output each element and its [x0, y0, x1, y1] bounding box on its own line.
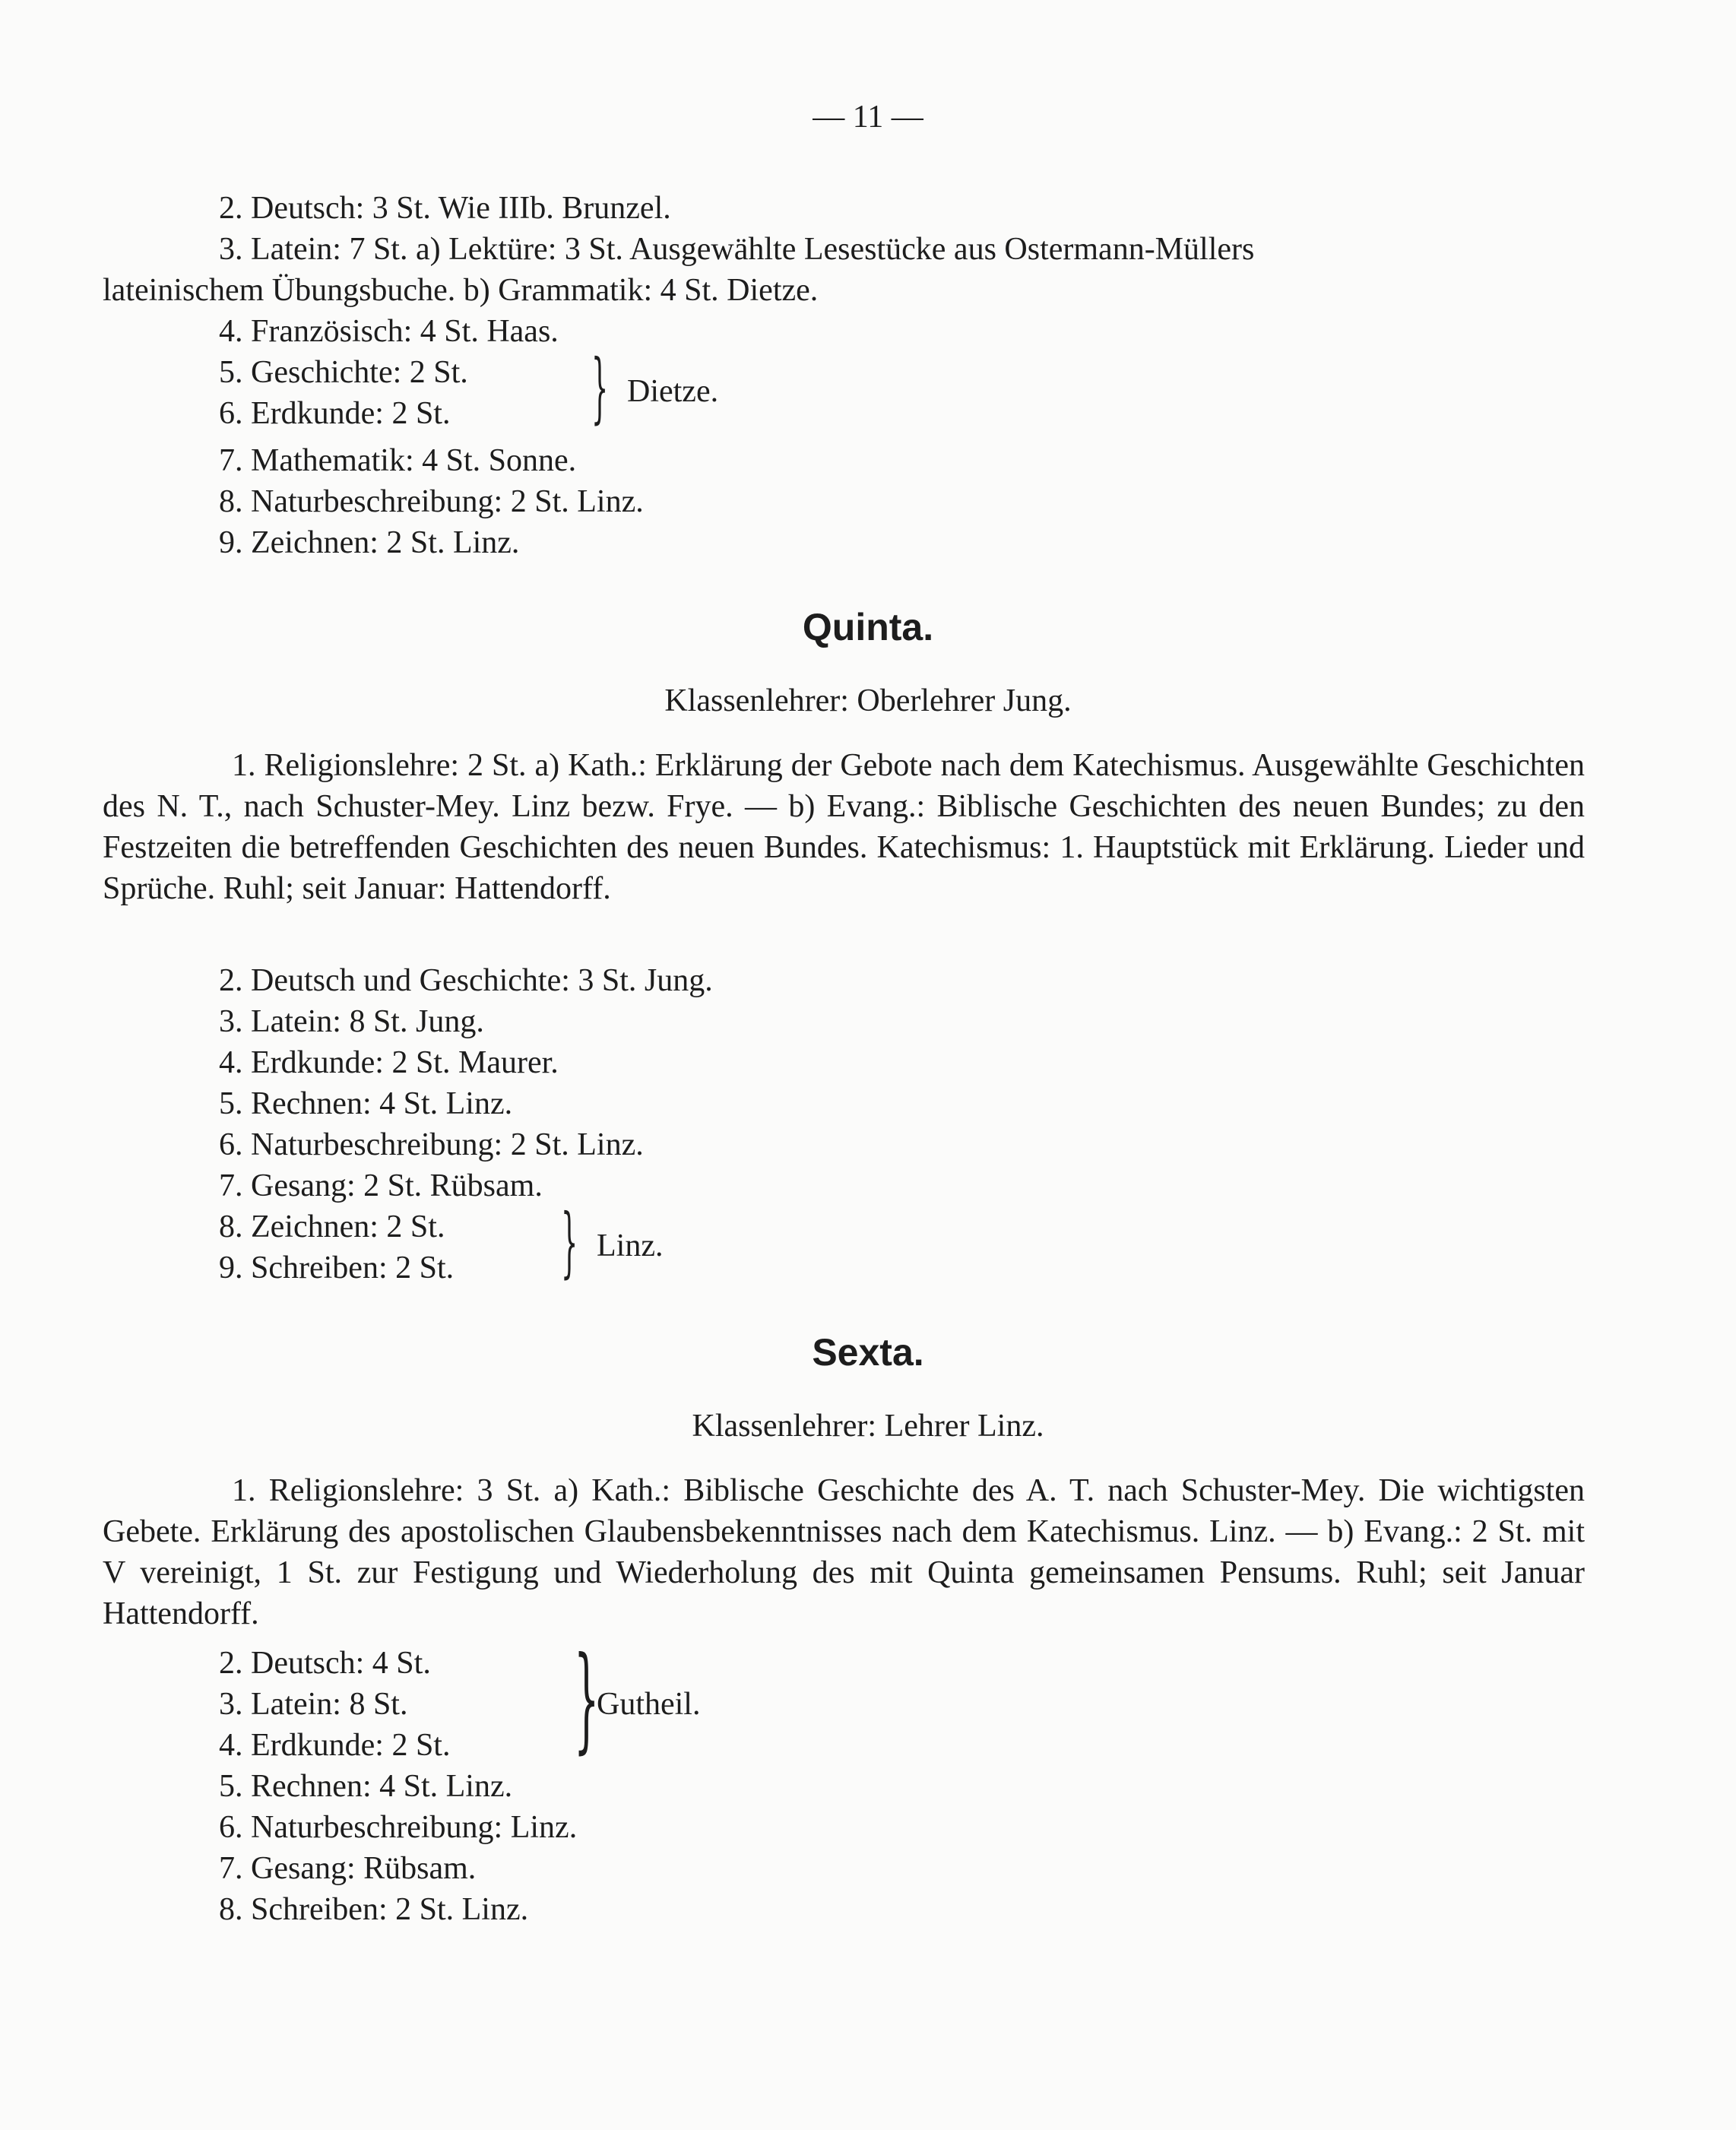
sexta-line-6: 6. Naturbeschreibung: Linz.: [219, 1810, 578, 1845]
quinta-line-5: 5. Rechnen: 4 St. Linz.: [219, 1086, 513, 1121]
sexta-religion-text: 1. Religionslehre: 3 St. a) Kath.: Biblische Geschichte des A. T. nach Schuster-Mey. Die wichtigsten Gebete. Erklärung des apostolischen Glaubensbekenntnisses nach dem Katechismus. Linz. — b) Evang.: 2 St. mit V vereinigt, 1 St. zur Festigung und Wiederholung des mit Quinta gemeinsamen Pensums. Ruhl; seit Januar Hattendorff.: [103, 1473, 1585, 1631]
sexta-line-4: 4. Erdkunde: 2 St.: [219, 1728, 451, 1763]
sexta-line-2: 2. Deutsch: 4 St.: [219, 1646, 431, 1681]
sexta-line-3: 3. Latein: 8 St.: [219, 1687, 408, 1722]
tertia-line-2: 2. Deutsch: 3 St. Wie IIIb. Brunzel.: [219, 191, 671, 226]
tertia-brace-teacher: Dietze.: [627, 374, 719, 409]
sexta-religion-paragraph: [103, 1470, 1585, 1634]
quinta-heading: Quinta.: [802, 606, 934, 648]
brace-symbol: }: [574, 1633, 600, 1765]
tertia-line-4: 4. Französisch: 4 St. Haas.: [219, 314, 559, 349]
sexta-line-8: 8. Schreiben: 2 St. Linz.: [219, 1892, 529, 1927]
quinta-line-4: 4. Erdkunde: 2 St. Maurer.: [219, 1045, 559, 1080]
tertia-line-7: 7. Mathematik: 4 St. Sonne.: [219, 443, 577, 478]
brace-symbol: }: [591, 343, 609, 432]
page-number: — 11 —: [813, 100, 923, 135]
quinta-line-6: 6. Naturbeschreibung: 2 St. Linz.: [219, 1127, 644, 1162]
sexta-line-7: 7. Gesang: Rübsam.: [219, 1851, 477, 1886]
brace-symbol: }: [561, 1197, 578, 1286]
tertia-line-8: 8. Naturbeschreibung: 2 St. Linz.: [219, 484, 644, 519]
tertia-line-5: 5. Geschichte: 2 St.: [219, 355, 468, 390]
tertia-line-3a: 3. Latein: 7 St. a) Lektüre: 3 St. Ausgewählte Lesestücke aus Ostermann-Müllers: [219, 232, 1255, 267]
quinta-line-8: 8. Zeichnen: 2 St.: [219, 1209, 445, 1244]
sexta-brace-teacher: Gutheil.: [597, 1687, 701, 1722]
quinta-religion-paragraph: [103, 745, 1585, 909]
quinta-line-7: 7. Gesang: 2 St. Rübsam.: [219, 1168, 543, 1203]
sexta-line-5: 5. Rechnen: 4 St. Linz.: [219, 1769, 513, 1804]
sexta-heading: Sexta.: [812, 1331, 924, 1374]
quinta-line-2: 2. Deutsch und Geschichte: 3 St. Jung.: [219, 963, 713, 998]
sexta-class-teacher: Klassenlehrer: Lehrer Linz.: [692, 1409, 1044, 1444]
tertia-line-6: 6. Erdkunde: 2 St.: [219, 396, 451, 431]
tertia-line-9: 9. Zeichnen: 2 St. Linz.: [219, 525, 520, 560]
quinta-class-teacher: Klassenlehrer: Oberlehrer Jung.: [664, 683, 1072, 718]
quinta-line-9: 9. Schreiben: 2 St.: [219, 1250, 455, 1285]
quinta-line-3: 3. Latein: 8 St. Jung.: [219, 1004, 484, 1039]
quinta-religion-text: 1. Religionslehre: 2 St. a) Kath.: Erklärung der Gebote nach dem Katechismus. Ausgewählte Geschichten des N. T., nach Schuster-Mey. Linz bezw. Frye. — b) Evang.: Biblische Geschichten des neuen Bundes; zu den Festzeiten die betreffenden Geschichten des neuen Bundes. Katechismus: 1. Hauptstück mit Erklärung. Lieder und Sprüche. Ruhl; seit Januar: Hattendorff.: [103, 748, 1585, 906]
tertia-line-3b: lateinischem Übungsbuche. b) Grammatik: 4 St. Dietze.: [103, 273, 819, 308]
quinta-brace-teacher: Linz.: [597, 1228, 664, 1263]
